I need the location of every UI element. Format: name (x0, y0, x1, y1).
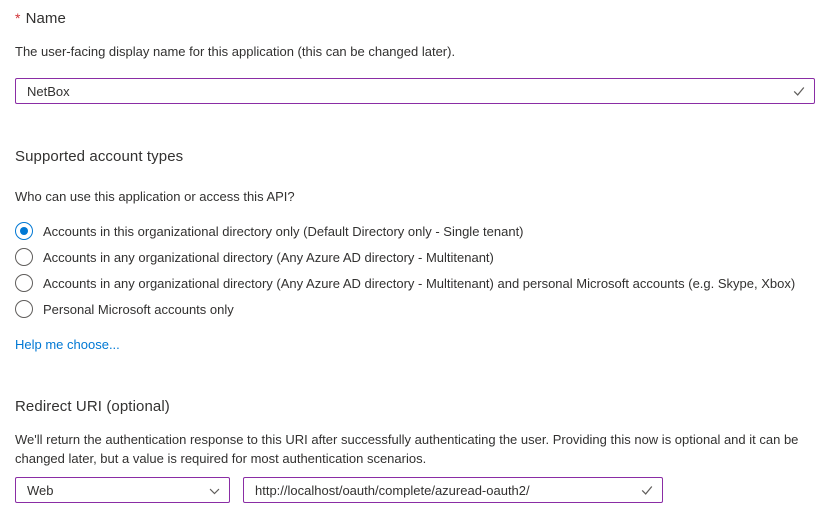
redirect-uri-input[interactable] (243, 477, 663, 503)
help-me-choose-link[interactable]: Help me choose... (15, 337, 120, 352)
name-input-wrapper (15, 78, 815, 104)
radio-option-personal-only[interactable] (15, 296, 814, 322)
radio-option-label: Personal Microsoft accounts only (43, 301, 234, 317)
redirect-uri-title: Redirect URI (optional) (15, 398, 170, 415)
account-types-title: Supported account types (15, 148, 184, 165)
radio-option-multitenant[interactable] (15, 244, 814, 270)
radio-button-icon[interactable] (15, 248, 33, 266)
radio-option-label: Accounts in this organizational directory only (Default Directory only - Single tenant) (43, 223, 524, 239)
account-types-question: Who can use this application or access this API? (15, 189, 295, 204)
required-asterisk: * (15, 10, 21, 26)
radio-option-label: Accounts in any organizational directory (Any Azure AD directory - Multitenant) and personal Microsoft accounts (e.g. Skype, Xbox) (43, 275, 796, 291)
chevron-down-icon (208, 485, 221, 498)
name-label: Name (25, 10, 66, 27)
radio-dot (20, 227, 28, 235)
radio-button-icon[interactable] (15, 274, 33, 292)
account-types-radio-group (15, 218, 814, 322)
redirect-uri-description: We'll return the authentication response to this URI after successfully authenticating the user. Providing this now is optional and it can be changed later, but a value is required for most authentication scenarios. (15, 432, 799, 466)
radio-button-icon[interactable] (15, 300, 33, 318)
name-section-title (15, 10, 814, 27)
radio-option-single-tenant[interactable] (15, 218, 814, 244)
radio-option-label: Accounts in any organizational directory (Any Azure AD directory - Multitenant) (43, 249, 494, 265)
radio-button-icon[interactable] (15, 222, 33, 240)
name-input[interactable] (15, 78, 815, 104)
radio-option-multitenant-personal[interactable] (15, 270, 814, 296)
redirect-uri-controls (15, 477, 814, 503)
platform-select-value: Web (27, 482, 54, 498)
redirect-uri-input-wrapper (243, 477, 663, 503)
name-description: The user-facing display name for this application (this can be changed later). (15, 44, 456, 59)
platform-select[interactable] (15, 477, 230, 503)
